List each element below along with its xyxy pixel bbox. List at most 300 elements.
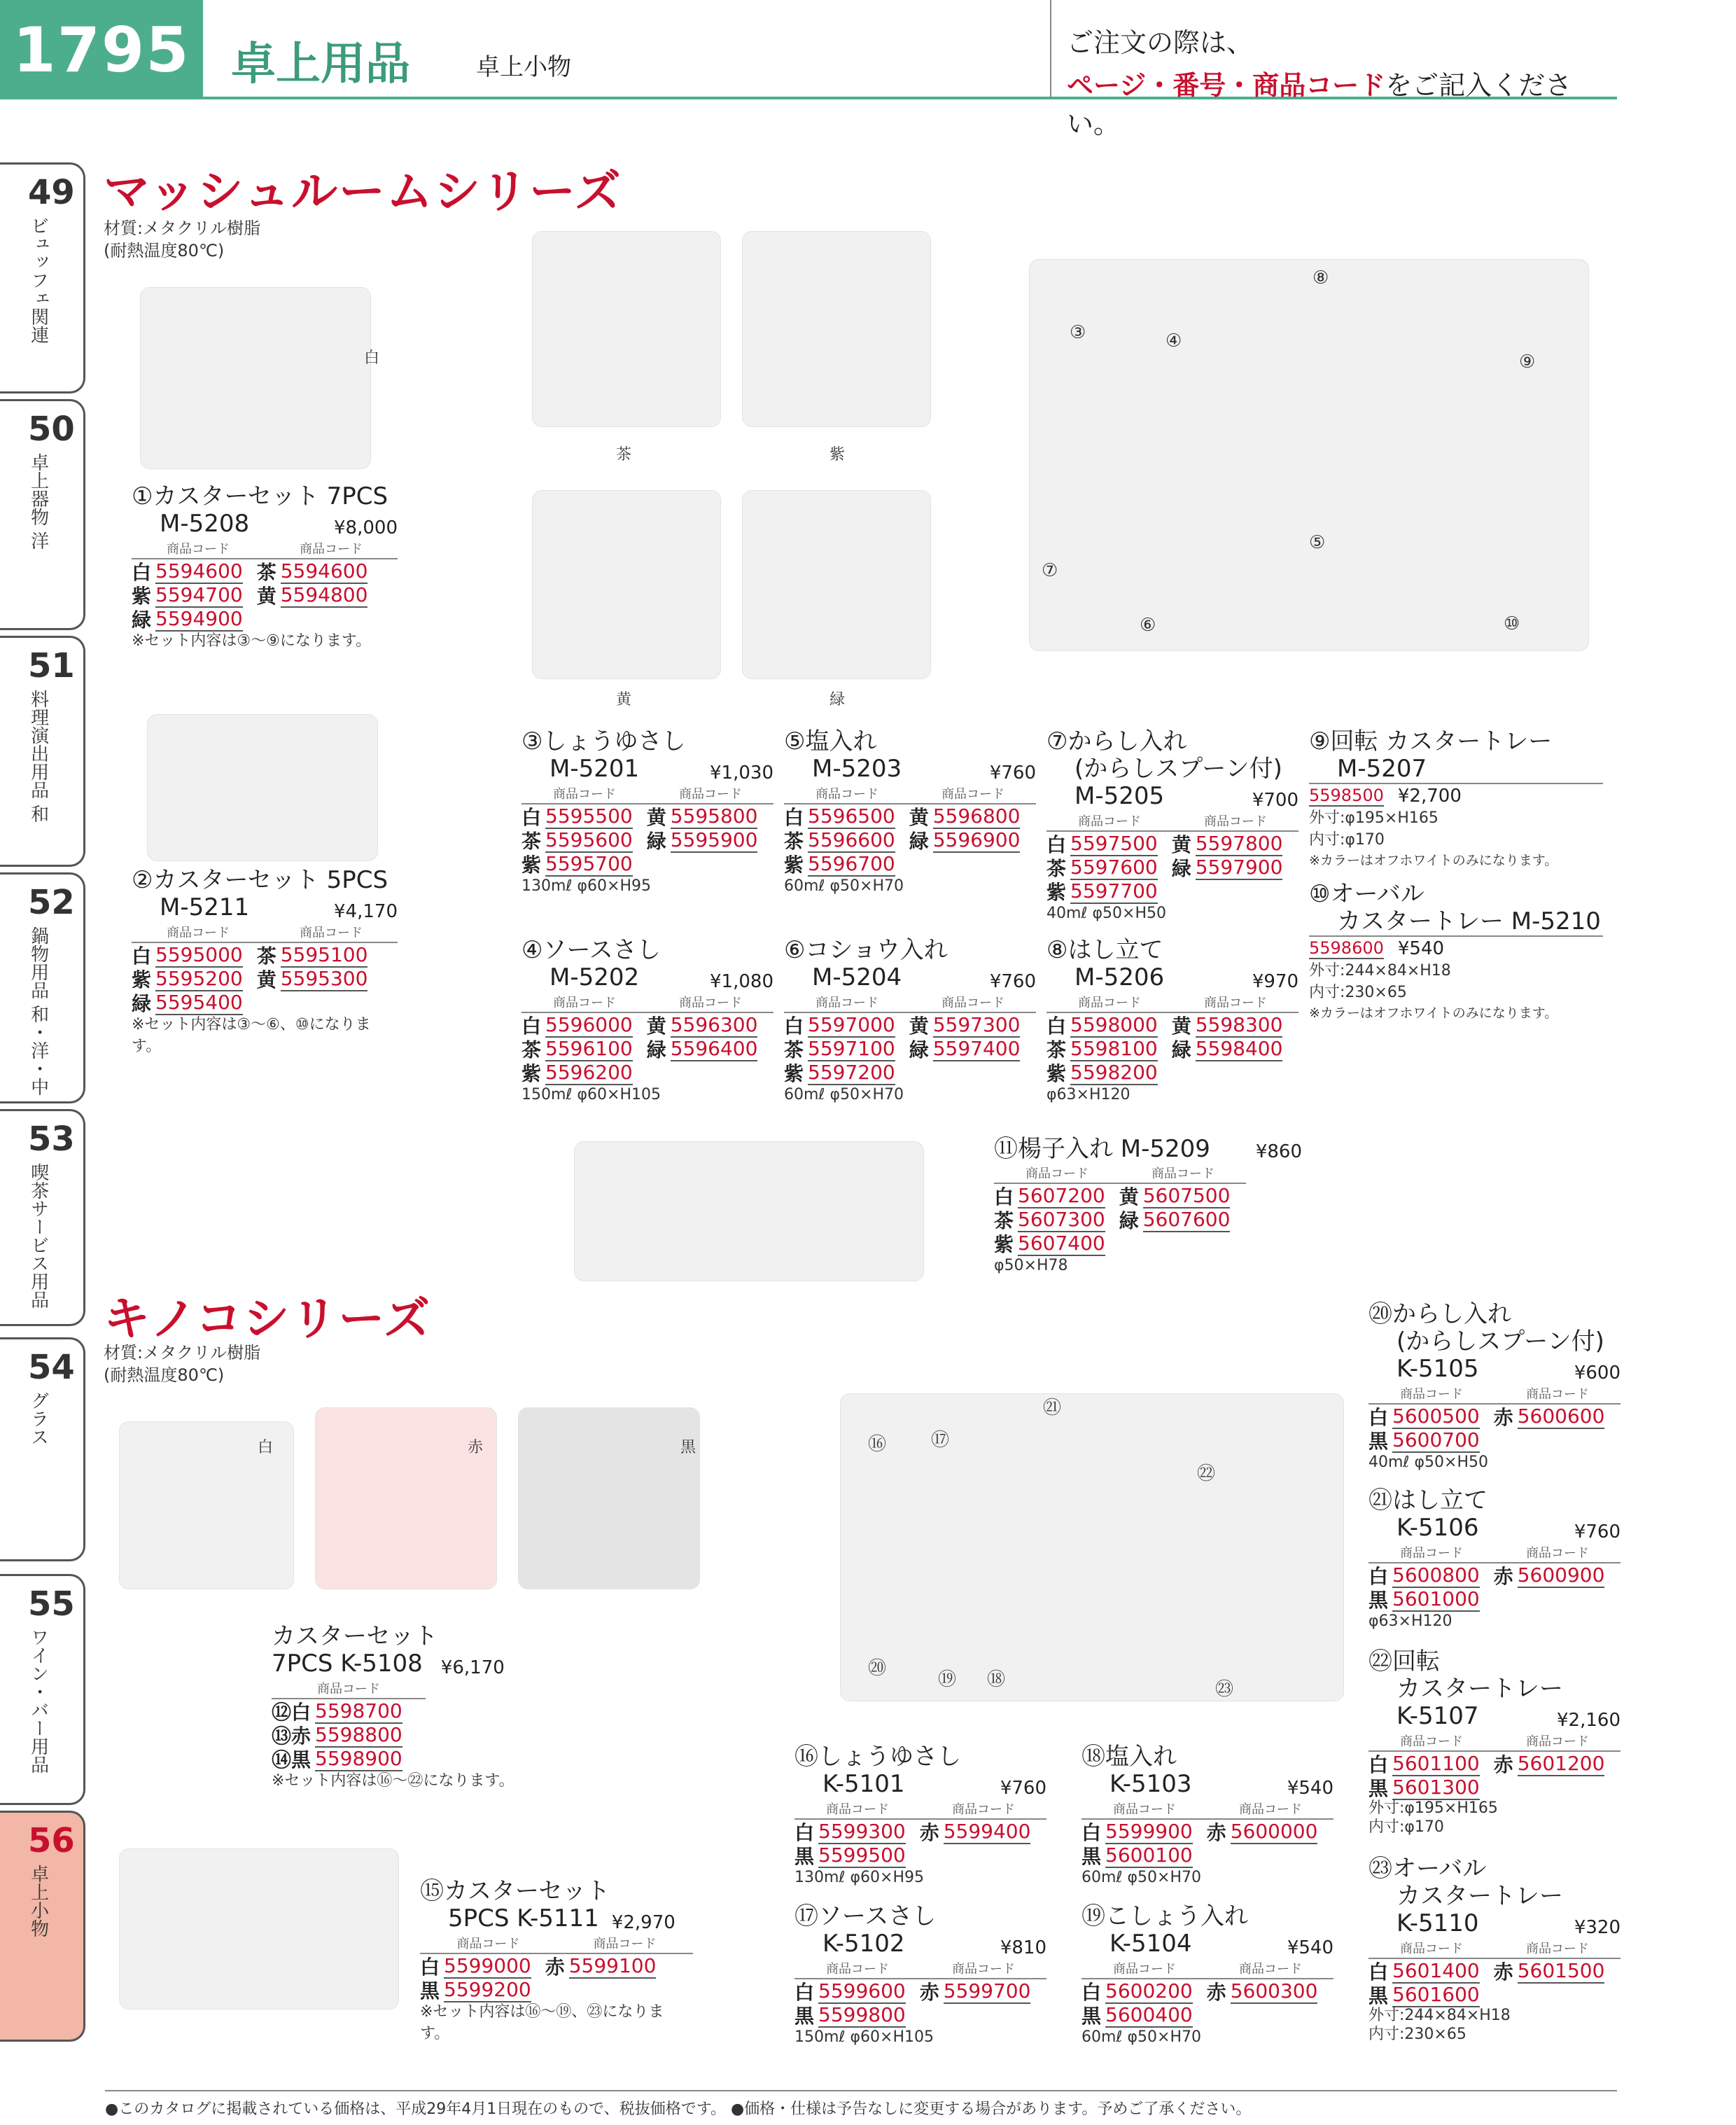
product-code: 5594900 — [155, 606, 243, 630]
product-name-line-2: カスタートレー — [1396, 1675, 1563, 1704]
product-code: 5600400 — [1105, 2002, 1193, 2026]
product-name: ⑨回転 カスタートレー — [1309, 727, 1553, 755]
color-name: 黒 — [1082, 1845, 1102, 1869]
color-name: 茶 — [784, 830, 804, 854]
product-code: 5601200 — [1517, 1751, 1605, 1775]
tab-51[interactable] — [0, 636, 85, 867]
code-header-label: 商品コード — [1152, 1166, 1214, 1182]
color-label-purple: 紫 — [830, 446, 846, 464]
page-number: 1795 — [0, 0, 203, 99]
product-name: ⑤塩入れ — [784, 727, 877, 755]
code-header — [794, 1799, 1046, 1820]
product-name: ⑪楊子入れ M-5209 — [994, 1135, 1210, 1163]
mushroom-material — [104, 217, 260, 263]
part-number-16: ⑯ — [868, 1434, 887, 1455]
color-name: 黒 — [1368, 1984, 1389, 2008]
code-row — [272, 1747, 552, 1771]
color-name: 紫 — [132, 968, 152, 992]
photo-kinoko-set-black — [518, 1407, 700, 1589]
code-row — [1368, 1563, 1620, 1587]
code-header — [1368, 1938, 1620, 1959]
product-spec: 60mℓ φ50×H70 — [784, 1086, 904, 1104]
product-spec: φ63×H120 — [1368, 1612, 1452, 1631]
color-name: 茶 — [994, 1209, 1014, 1233]
model-price-row — [1082, 1930, 1334, 1958]
color-name: 白 — [132, 945, 152, 968]
code-header — [1046, 811, 1298, 832]
part-number-19: ⑲ — [938, 1669, 957, 1690]
code-row — [1368, 1752, 1620, 1776]
color-name: 白 — [1368, 1565, 1389, 1589]
product-code: 5598500 — [1309, 786, 1384, 806]
photo-caster-set-green — [742, 490, 931, 679]
product-note: ※カラーはオフホワイトのみになります。 — [1309, 1005, 1558, 1021]
part-number-17: ⑰ — [931, 1430, 950, 1451]
product-spec: 60mℓ φ50×H70 — [784, 877, 904, 896]
product-spec: 内寸:φ170 — [1309, 830, 1385, 849]
code-header-label: 商品コード — [1078, 996, 1141, 1011]
part-number-7: ⑦ — [1042, 560, 1058, 581]
part-number-22: ㉒ — [1197, 1463, 1216, 1484]
product-k5111 — [420, 1878, 693, 2045]
product-name: ⑩オーバル — [1309, 880, 1424, 908]
product-code: 5601100 — [1392, 1751, 1480, 1775]
product-code: 5597400 — [932, 1036, 1021, 1060]
notice-line-1: ご注文の際は、 — [1067, 27, 1254, 58]
code-header-label: 商品コード — [826, 1802, 889, 1818]
color-name: 黒 — [420, 1979, 440, 2003]
model-price-row — [132, 510, 398, 538]
code-header — [522, 783, 774, 804]
product-code: 5596300 — [670, 1012, 758, 1036]
color-name: 赤 — [1493, 1565, 1513, 1589]
product-model: 5PCS K-5111 — [448, 1904, 599, 1933]
model-price-row — [420, 1905, 693, 1933]
mushroom-series-title: マッシュルームシリーズ — [104, 165, 622, 218]
product-price: ¥970 — [1252, 971, 1298, 993]
material-line: 材質:メタクリル樹脂 — [104, 218, 261, 238]
product-spec: 外寸:φ195×H165 — [1309, 809, 1438, 828]
model-price-row — [522, 755, 774, 783]
code-row — [1046, 1061, 1298, 1085]
tab-label: 鍋物用品 和・洋・中 — [27, 926, 49, 1096]
code-row — [522, 1013, 774, 1037]
color-name: 白 — [1082, 1821, 1102, 1845]
color-name: 茶 — [522, 1038, 542, 1062]
product-k5101 — [794, 1743, 1046, 1889]
code-header-label: 商品コード — [317, 1682, 380, 1697]
code-row — [794, 1844, 1046, 1867]
product-name-line-2: カスタートレー M-5210 — [1309, 908, 1603, 937]
color-name: 緑 — [1119, 1209, 1139, 1233]
model-price-row — [1368, 1514, 1620, 1542]
product-code: 5600100 — [1105, 1843, 1193, 1867]
product-spec: 40mℓ φ50×H50 — [1368, 1454, 1488, 1472]
product-price: ¥2,700 — [1397, 786, 1462, 807]
product-code: 5596200 — [545, 1060, 633, 1084]
product-price: ¥2,160 — [1557, 1710, 1620, 1732]
tab-number: 54 — [28, 1348, 75, 1387]
model-price-row — [1082, 1771, 1334, 1799]
product-name: ⑰ソースさし — [794, 1902, 937, 1930]
code-header-label: 商品コード — [167, 542, 230, 557]
product-price: ¥1,030 — [710, 762, 774, 784]
product-code: 5600000 — [1230, 1819, 1318, 1843]
product-model: M-5208 — [160, 510, 250, 538]
code-row — [420, 1978, 693, 2002]
code-header — [1368, 1384, 1620, 1405]
product-price: ¥810 — [1000, 1937, 1046, 1959]
tab-54[interactable] — [0, 1337, 85, 1561]
product-price: ¥760 — [1000, 1778, 1046, 1799]
color-name: 赤 — [919, 1821, 939, 1845]
code-row — [784, 804, 1036, 828]
product-code: 5598300 — [1195, 1012, 1283, 1036]
material-line: 材質:メタクリル樹脂 — [104, 1343, 261, 1363]
code-row — [994, 1208, 1302, 1232]
color-name: 緑 — [646, 1038, 666, 1062]
color-name: 茶 — [784, 1038, 804, 1062]
product-code: 5601500 — [1517, 1958, 1605, 1982]
product-price: ¥540 — [1287, 1778, 1334, 1799]
part-number-18: ⑱ — [987, 1669, 1006, 1690]
code-header-label: 商品コード — [816, 996, 878, 1011]
code-header — [794, 1958, 1046, 1979]
color-name: 黄 — [909, 1015, 929, 1038]
code-row — [784, 828, 1036, 852]
code-header-label: 商品コード — [1400, 1734, 1463, 1750]
product-code: 5597700 — [1070, 879, 1158, 903]
model-price-row — [1368, 1910, 1620, 1938]
product-code: 5598100 — [1070, 1036, 1158, 1060]
product-code: 5597900 — [1195, 855, 1283, 879]
color-name: 白 — [1046, 1015, 1067, 1038]
tab-number: 56 — [28, 1821, 75, 1860]
tab-label: グラス — [27, 1391, 49, 1446]
product-name: ②カスターセット 5PCS — [132, 866, 388, 894]
code-header-label: 商品コード — [1204, 814, 1267, 830]
product-spec: 150mℓ φ60×H105 — [522, 1086, 661, 1104]
product-code: 5607200 — [1018, 1183, 1105, 1207]
color-name: 紫 — [522, 1062, 542, 1086]
model-price-row — [794, 1930, 1046, 1958]
code-header-label: 商品コード — [1526, 1387, 1589, 1402]
product-code: 5607600 — [1142, 1207, 1231, 1231]
product-code: 5595600 — [545, 828, 633, 851]
product-price: ¥600 — [1574, 1363, 1620, 1384]
code-row — [1368, 1776, 1620, 1799]
product-model: M-5207 — [1309, 755, 1603, 784]
color-name: 紫 — [784, 1062, 804, 1086]
model-price-row — [1368, 1703, 1620, 1731]
color-name: 紫 — [522, 854, 542, 877]
model-price-row — [272, 1650, 552, 1678]
photo-caster-set-brown — [532, 231, 721, 427]
product-code: 5600600 — [1517, 1404, 1605, 1428]
code-row — [1046, 1013, 1298, 1037]
color-name: 赤 — [1493, 1960, 1513, 1984]
product-code: 5597200 — [808, 1060, 895, 1084]
product-code: 5595400 — [155, 990, 243, 1014]
product-model: 7PCS K-5108 — [272, 1650, 423, 1678]
product-spec: 外寸:φ195×H165 — [1368, 1799, 1498, 1818]
product-price: ¥860 — [1255, 1141, 1302, 1162]
code-header-label: 商品コード — [816, 787, 878, 802]
tab-55[interactable] — [0, 1574, 85, 1805]
photo-kinoko-parts — [840, 1393, 1344, 1701]
product-name: カスターセット — [272, 1622, 438, 1650]
product-price: ¥760 — [989, 762, 1036, 784]
code-row — [132, 991, 398, 1015]
product-code: 5600800 — [1392, 1563, 1480, 1587]
product-m5210 — [1309, 881, 1603, 1022]
part-number-23: ㉓ — [1215, 1679, 1234, 1700]
product-code: 5595800 — [670, 804, 758, 828]
code-header-label: 商品コード — [1204, 996, 1267, 1011]
product-code: 5601300 — [1392, 1775, 1480, 1799]
code-row — [1368, 1428, 1620, 1452]
color-name: 茶 — [256, 945, 276, 968]
code-row — [132, 967, 398, 991]
product-model: M-5202 — [550, 963, 640, 992]
code-header-label: 商品コード — [1113, 1962, 1176, 1977]
code-row — [1046, 1037, 1298, 1061]
product-code: 5598600 — [1309, 938, 1384, 959]
code-header-label: 商品コード — [1526, 1734, 1589, 1750]
product-code: 5598900 — [315, 1746, 402, 1770]
product-name: ③しょうゆさし — [522, 727, 686, 755]
product-code: 5607400 — [1018, 1231, 1105, 1255]
product-spec: φ50×H78 — [994, 1257, 1068, 1275]
product-code: 5598800 — [315, 1722, 402, 1746]
product-spec: 130mℓ φ60×H95 — [794, 1869, 924, 1887]
product-code: 5599700 — [943, 1979, 1031, 2002]
color-name: 紫 — [784, 854, 804, 877]
color-name: 白 — [132, 561, 152, 585]
color-name: 緑 — [909, 1038, 929, 1062]
tab-53[interactable] — [0, 1109, 85, 1326]
product-code: 5594600 — [280, 559, 368, 583]
color-name: 緑 — [646, 830, 666, 854]
product-price: ¥6,170 — [440, 1657, 505, 1679]
code-row — [1082, 1844, 1334, 1867]
product-code: 5594600 — [155, 559, 243, 583]
tab-number: 52 — [28, 883, 75, 922]
product-code: 5599100 — [568, 1953, 657, 1977]
color-name: 茶 — [1046, 857, 1067, 881]
code-header — [1368, 1542, 1620, 1563]
color-label-brown: 茶 — [616, 446, 632, 464]
code-row — [1309, 784, 1603, 808]
tab-number: 49 — [28, 173, 75, 212]
product-spec: 外寸:244×84×H18 — [1368, 2007, 1511, 2025]
product-code: 5599300 — [818, 1819, 906, 1843]
color-name: 黄 — [256, 585, 276, 608]
product-name: ⑯しょうゆさし — [794, 1743, 961, 1771]
product-model: K-5104 — [1110, 1930, 1192, 1958]
product-model: K-5107 — [1396, 1702, 1479, 1731]
code-row — [132, 583, 398, 607]
product-code: 5600700 — [1392, 1428, 1480, 1451]
product-model: K-5106 — [1396, 1514, 1479, 1542]
product-code: 5599400 — [943, 1819, 1031, 1843]
product-m5211 — [132, 867, 398, 1058]
code-row — [1082, 1820, 1334, 1844]
tab-56-active[interactable] — [0, 1811, 85, 2042]
product-code: 5596400 — [670, 1036, 758, 1060]
color-name: 白 — [522, 806, 542, 830]
name-price-row — [994, 1136, 1302, 1163]
tab-49[interactable] — [0, 162, 85, 393]
photo-caster-set-7pcs-white — [140, 287, 371, 469]
product-code: 5600500 — [1392, 1404, 1480, 1428]
product-spec: 60mℓ φ50×H70 — [1082, 2028, 1201, 2047]
product-spec: 外寸:244×84×H18 — [1309, 962, 1451, 980]
color-label-white: 白 — [364, 349, 380, 367]
product-name: ⑦からし入れ — [1046, 727, 1187, 755]
product-name: ⑧はし立て — [1046, 936, 1163, 964]
product-model: K-5101 — [822, 1770, 905, 1799]
product-spec: 150mℓ φ60×H105 — [794, 2028, 934, 2047]
product-code: 5599000 — [444, 1953, 531, 1977]
code-row — [522, 828, 774, 852]
code-header-label: 商品コード — [553, 787, 616, 802]
code-header-label: 商品コード — [952, 1802, 1015, 1818]
product-code: 5600900 — [1517, 1563, 1605, 1587]
code-row — [1046, 856, 1298, 879]
code-row — [784, 1037, 1036, 1061]
product-name: ⑲こしょう入れ — [1082, 1902, 1248, 1930]
photo-mushroom-parts — [1029, 259, 1589, 651]
product-note: ※セット内容は③〜⑥、⑩になります。 — [132, 1016, 371, 1055]
color-name: 白 — [784, 806, 804, 830]
photo-caster-set-yellow — [532, 490, 721, 679]
product-m5201 — [522, 728, 774, 898]
tab-52[interactable] — [0, 872, 85, 1103]
color-name: 黄 — [256, 968, 276, 992]
tab-50[interactable] — [0, 399, 85, 630]
color-name: 赤 — [1493, 1753, 1513, 1777]
color-name: 紫 — [994, 1233, 1014, 1257]
product-name: ⑳からし入れ — [1368, 1300, 1511, 1328]
color-name: 黄 — [1119, 1185, 1139, 1209]
page-subtitle: 卓上小物 — [476, 53, 571, 81]
product-code: 5595500 — [545, 804, 633, 828]
code-row — [784, 852, 1036, 876]
product-code: 5599500 — [818, 1843, 906, 1867]
color-name: 黒 — [794, 1845, 815, 1869]
product-m5206 — [1046, 937, 1298, 1106]
color-label-yellow: 黄 — [616, 691, 632, 709]
kinoko-series-title: キノコシリーズ — [104, 1292, 432, 1346]
color-name: 黄 — [646, 806, 666, 830]
part-number-6: ⑥ — [1140, 615, 1156, 636]
product-name: ㉓オーバル — [1368, 1855, 1487, 1883]
code-row — [1082, 2003, 1334, 2027]
color-name: 緑 — [132, 608, 152, 632]
material-line: (耐熱温度80℃) — [104, 1365, 225, 1386]
color-label-black: 黒 — [680, 1439, 696, 1456]
color-name: 茶 — [1046, 1038, 1067, 1062]
product-code: 5599600 — [818, 1979, 906, 2002]
product-m5203 — [784, 728, 1036, 898]
code-header-label: 商品コード — [1239, 1962, 1302, 1977]
product-m5202 — [522, 937, 774, 1106]
product-k5102 — [794, 1903, 1046, 2049]
product-model: M-5206 — [1074, 963, 1165, 992]
code-header — [420, 1933, 693, 1954]
product-name-line-2: (からしスプーン付) — [1074, 755, 1282, 783]
code-header — [132, 538, 398, 559]
color-name: 黒 — [794, 2005, 815, 2028]
model-price-row — [132, 894, 398, 922]
color-label-white: 白 — [258, 1439, 274, 1456]
code-row — [994, 1232, 1302, 1255]
tab-number: 53 — [28, 1120, 75, 1159]
code-header-label: 商品コード — [456, 1937, 520, 1952]
tab-number: 51 — [28, 646, 75, 685]
code-header — [272, 1678, 426, 1699]
code-row — [132, 943, 398, 967]
code-header — [1082, 1958, 1334, 1979]
code-row — [132, 607, 398, 631]
code-row — [522, 852, 774, 876]
product-spec: 内寸:230×65 — [1309, 983, 1407, 1001]
product-name: ④ソースさし — [522, 936, 661, 964]
product-code: 5599800 — [818, 2002, 906, 2026]
color-name: 赤 — [919, 1981, 939, 2005]
product-code: 5597000 — [808, 1012, 895, 1036]
product-code: 5598000 — [1070, 1012, 1158, 1036]
color-name: 白 — [1368, 1753, 1389, 1777]
color-label-red: 赤 — [468, 1439, 484, 1456]
product-code: 5601000 — [1392, 1587, 1480, 1610]
photo-toothpick-holders — [574, 1141, 924, 1281]
code-row — [522, 1061, 774, 1085]
code-header-label: 商品コード — [553, 996, 616, 1011]
product-price: ¥2,970 — [611, 1912, 676, 1934]
code-row — [1082, 1979, 1334, 2003]
product-code: 5597100 — [808, 1036, 895, 1060]
product-name: ⑮カスターセット — [420, 1877, 610, 1905]
code-header — [522, 992, 774, 1013]
color-name: 白 — [784, 1015, 804, 1038]
part-number-5: ⑤ — [1309, 532, 1326, 553]
code-row — [1368, 1587, 1620, 1611]
product-m5209 — [994, 1136, 1302, 1277]
product-code: 5598400 — [1195, 1036, 1283, 1060]
photo-caster-set-5pcs — [147, 714, 378, 861]
color-name: ⑫白 — [272, 1701, 312, 1725]
color-name: 白 — [522, 1015, 542, 1038]
color-name: 白 — [1368, 1406, 1389, 1430]
color-name: 緑 — [909, 830, 929, 854]
code-header — [1368, 1731, 1620, 1752]
product-note: ※セット内容は⑯〜㉒になります。 — [272, 1772, 514, 1790]
code-row — [794, 1979, 1046, 2003]
code-header — [784, 783, 1036, 804]
color-name: 黄 — [646, 1015, 666, 1038]
product-code: 5599200 — [444, 1977, 531, 2001]
product-code: 5598200 — [1070, 1060, 1158, 1084]
product-code: 5596100 — [545, 1036, 633, 1060]
product-code: 5596000 — [545, 1012, 633, 1036]
product-k5104 — [1082, 1903, 1334, 2049]
part-number-3: ③ — [1070, 322, 1086, 343]
product-m5207 — [1309, 728, 1603, 870]
product-code: 5596900 — [932, 828, 1021, 851]
color-name: 赤 — [1206, 1981, 1226, 2005]
